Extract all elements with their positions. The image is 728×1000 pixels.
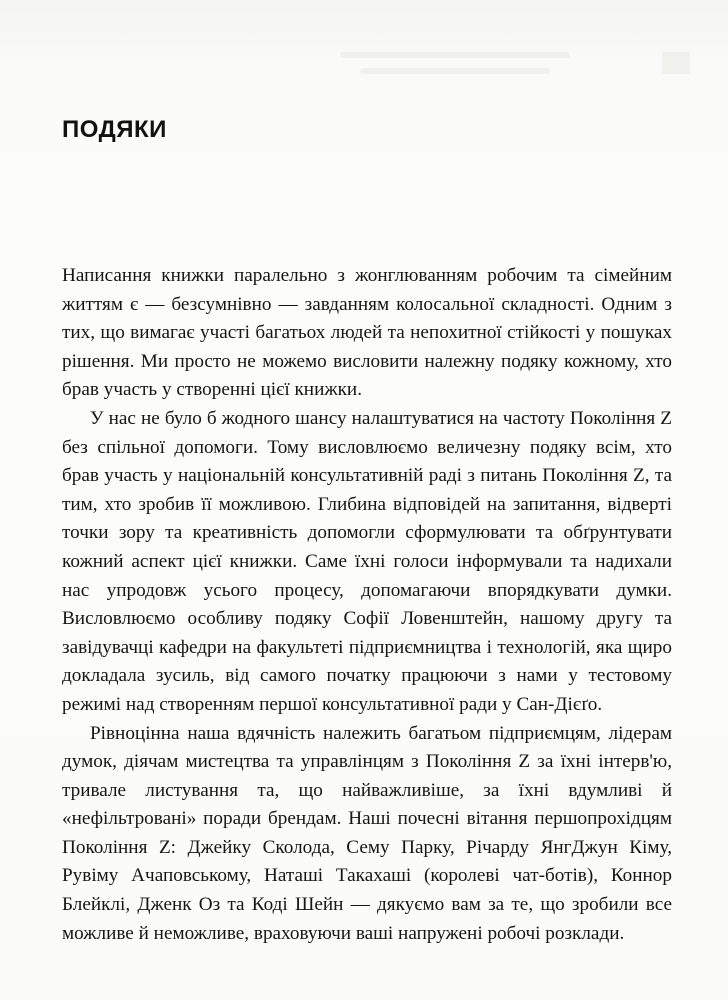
bleed-through-mark [662, 52, 690, 74]
page-title: ПОДЯКИ [62, 116, 167, 143]
paragraph-3: Рівноцінна наша вдячність належить багатьом підприємцям, лідерам думок, діячам мистецтва та управлінцям з Покоління Z за їхні інтерв'ю, тривале листування та, що найважливіше, за їхні вдумливі й «нефільтровані» поради брендам. Наші почесні вітання першопрохідцям Покоління Z: Джейку Сколода, Сему Парку, Річарду ЯнгДжун Кіму, Рувіму Ачаповському, Наташі Такахаші (королеві чат-ботів), Коннор Блейклі, Дженк Оз та Коді Шейн — дякуємо вам за те, що зробили все можливе й неможливе, враховуючи ваші напружені робочі розклади. [62, 722, 672, 944]
paragraph-1: Написання книжки паралельно з жонглюванням робочим та сімейним життям є — безсумнівно — завданням колосальної складності. Одним з тих, що вимагає участі багатьох людей та непохитної стійкості у пошуках рішення. Ми просто не можемо висловити належну подяку кожному, хто брав участь у створенні цієї книжки. [62, 265, 672, 401]
acknowledgements-body [62, 262, 672, 948]
bleed-through-text [340, 48, 600, 82]
paragraph-2: У нас не було б жодного шансу налаштуватися на частоту Покоління Z без спільної допомоги. Тому висловлюємо величезну подяку всім, хто брав участь у національній консультативній раді з питань Покоління Z, та тим, хто зробив її можливою. Глибина відповідей на запитання, відверті точки зору та креативність допомогли сформулювати та обґрунтувати кожний аспект цієї книжки. Саме їхні голоси інформували та надихали нас упродовж усього процесу, допомагаючи впорядкувати думки. Висловлюємо особливу подяку Софії Ловенштейн, нашому другу та завідувачці кафедри на факультеті підприємництва і технологій, яка щиро докладала зусиль, від самого початку працюючи з нами у тестовому режимі над створенням першої консультативної ради у Сан-Дієґо. [62, 407, 672, 715]
